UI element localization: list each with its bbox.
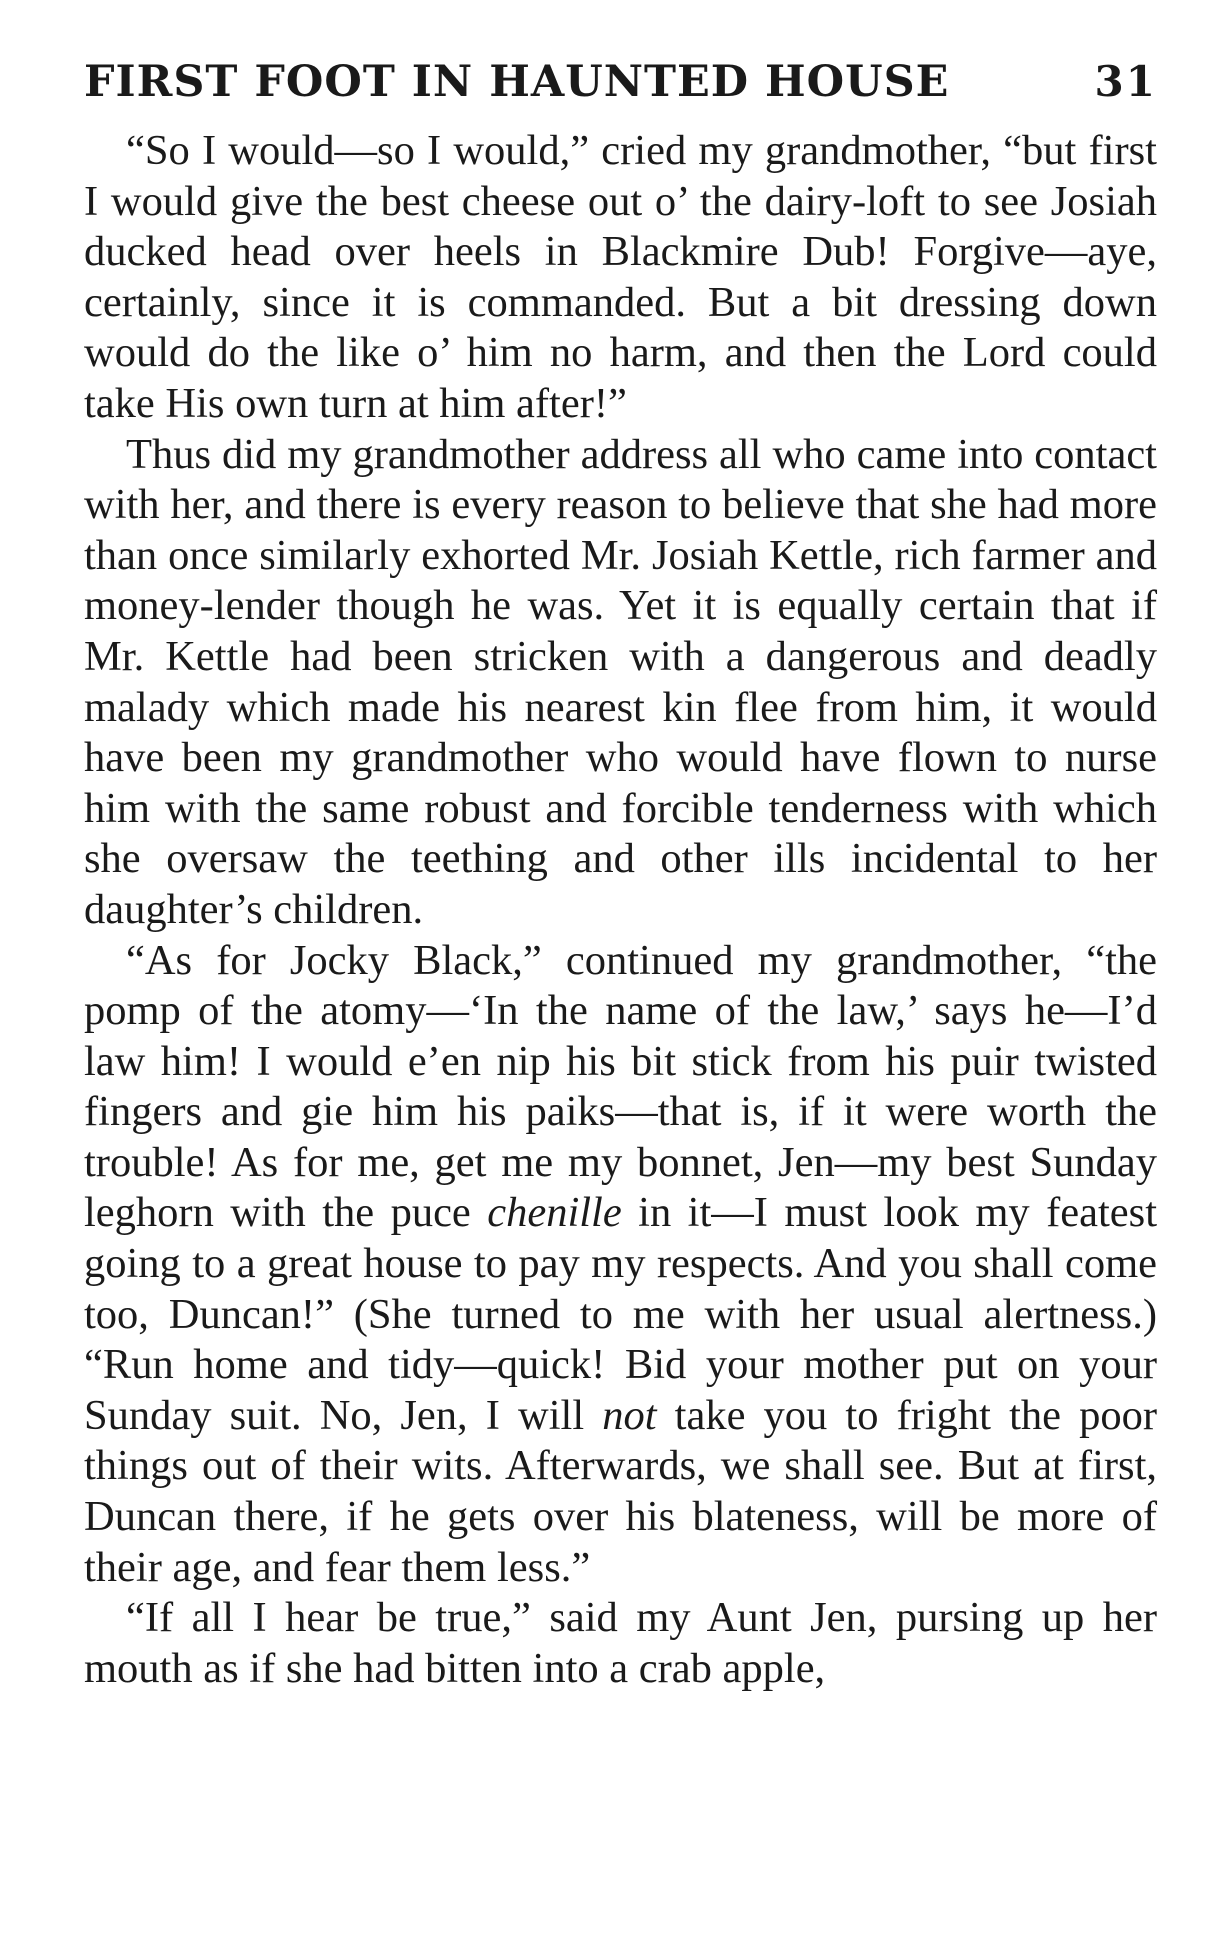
page-number: 31: [1094, 57, 1157, 106]
paragraph: [84, 430, 1157, 936]
paragraph-text: in it—I must look my featest going to a great house to pay my respects. And you shall come too, Duncan!” (She turned to me with her usual alertness.) “Run home and tidy—quick! Bid your mother put on your Sunday suit. No, Jen, I will: [84, 1189, 1158, 1439]
paragraph-text: “If all I hear be true,” said my Aunt Jen, pursing up her mouth as if she had bitten into a crab apple,: [84, 1594, 1157, 1692]
body-text: [84, 126, 1157, 1694]
paragraph-text: “So I would—so I would,” cried my grandmother, “but first I would give the best cheese out o’ the dairy-loft to see Josiah ducked head over heels in Blackmire Dub! Forgive—aye, certainly, since it is commanded. But a bit dressing down would do the like o’ him no harm, and then the Lord could take His own turn at him after!”: [84, 127, 1157, 427]
italic-word: not: [602, 1391, 657, 1439]
paragraph: [84, 936, 1157, 1594]
paragraph: [84, 126, 1157, 430]
italic-word: chenille: [487, 1189, 622, 1237]
running-header: [84, 52, 1157, 112]
paragraph-text: “As for Jocky Black,” continued my grandmother, “the pomp of the atomy—‘In the name of the law,’ says he—I’d law him! I would e’en nip his bit stick from his puir twisted fingers and gie him his paiks—that is, if it were worth the trouble! As for me, get me my bonnet, Jen—my best Sunday leghorn with the puce: [84, 936, 1157, 1237]
running-title: FIRST FOOT IN HAUNTED HOUSE: [84, 57, 950, 107]
paragraph-text: take you to fright the poor things out of their wits. Afterwards, we shall see. But at first, Duncan there, if he gets over his blateness, will be more of their age, and fear them less.”: [84, 1391, 1157, 1591]
paragraph: [84, 1593, 1157, 1694]
book-page: [84, 52, 1157, 1694]
paragraph-text: Thus did my grandmother address all who came into contact with her, and there is every reason to believe that she had more than once similarly exhorted Mr. Josiah Kettle, rich farmer and money-lender though he was. Yet it is equally certain that if Mr. Kettle had been stricken with a dangerous and deadly malady which made his nearest kin flee from him, it would have been my grandmother who would have flown to nurse him with the same robust and forcible tenderness with which she oversaw the teething and other ills incidental to her daughter’s children.: [84, 430, 1157, 933]
